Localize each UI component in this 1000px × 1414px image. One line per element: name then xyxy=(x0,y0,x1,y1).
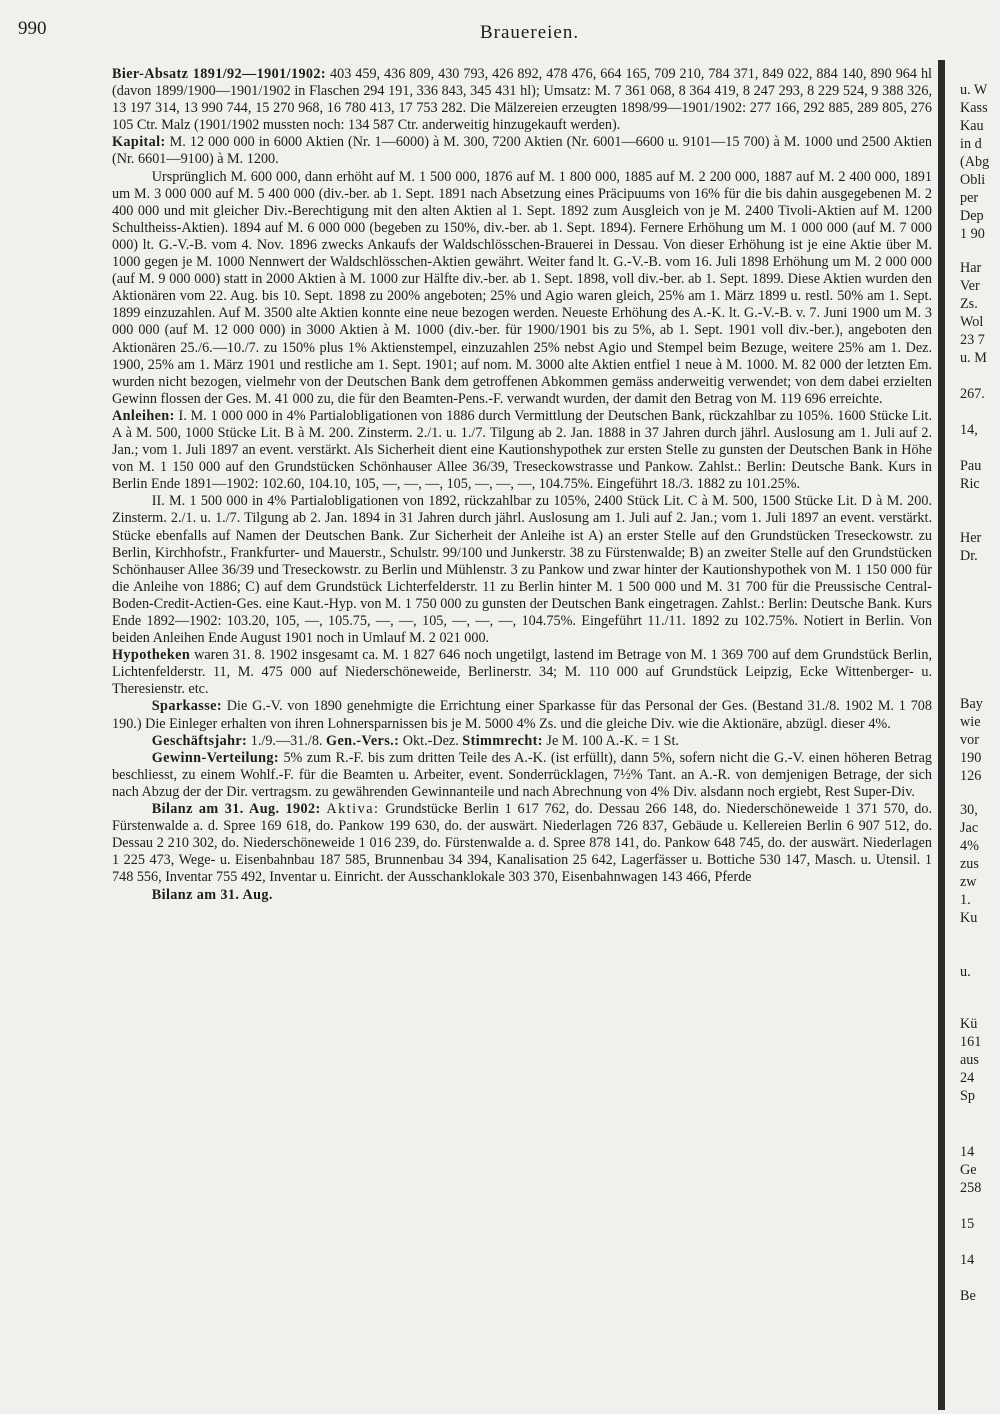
geschaeftsjahr-paragraph xyxy=(112,733,932,750)
main-column xyxy=(112,66,932,1406)
running-head: Brauereien. xyxy=(480,22,580,43)
side-line: u. xyxy=(960,964,971,980)
kapital-paragraph xyxy=(112,134,932,168)
side-line: Jac xyxy=(960,820,979,836)
side-line: 4% xyxy=(960,838,979,854)
side-line: Sp xyxy=(960,1088,975,1104)
side-line: zw xyxy=(960,874,977,890)
column-divider xyxy=(938,60,945,1410)
page-number: 990 xyxy=(18,18,47,39)
gewinn-verteilung-text: 5% zum R.-F. bis zum dritten Teile des A.-K. (ist erfüllt), dann 5%, sofern nicht die G.-V. einen höheren Betrag beschliesst, zu einem Wohlf.-F. für die Beamten u. Arbeiter, event. Sonderrücklagen, 7½% Tant. an A.-R. von demjenigen Betrage, der sich nach Abzug der der Dir. vertragsm. zu gewährenden Gewinnanteile und nach Abrechnung von 4% Div. alsdann noch ergiebt, Rest Super-Div. xyxy=(112,749,932,800)
kapital-history-paragraph: Ursprünglich M. 600 000, dann erhöht auf M. 1 500 000, 1876 auf M. 1 800 000, 1885 auf M. 2 200 000, 1887 auf M. 2 400 000, 1891 um M. 3 000 000 auf M. 5 400 000 (div.-ber. ab 1. Sept. 1891 nach Absetzung eines Präcipuums von 16% für die bis dahin ausgegebenen M. 2 400 000 und mit gleicher Div.-Berechtigung mit den alten Aktien al 1. Sept. 1892 zum Ausgleich von je M. 2400 Tivoli-Aktien auf M. 1200 Schultheiss-Aktien). 1894 auf M. 6 000 000 (begeben zu 150%, div.-ber. ab 1. Sept. 1894). Fernere Erhöhung um M. 1 000 000 (auf M. 7 000 000) lt. G.-V.-B. vom 4. Nov. 1896 zwecks Ankaufs der Waldschlösschen-Brauerei in Dessau. Von dieser Erhöhung ist je eine Aktie über M. 1000 gegen je M. 1000 Nennwert der Waldschlösschen-Aktien gewährt. Weiter fand lt. G.-V.-B. vom 16. Juli 1898 Erhöhung um M. 2 000 000 (auf M. 9 000 000) statt in 2000 Aktien à M. 1000 zur Hälfte div.-ber. ab 1. Sept. 1898, voll div.-ber. ab 1. Sept. 1899. Diese Aktien wurden den Aktionären vom 22. Aug. bis 10. Sept. 1898 zu 200% angeboten; 25% und Agio waren gleich, 25% am 1. März 1899 u. restl. 50% am 1. Sept. 1899 einzuzahlen. Auf M. 3500 alte Aktien konnte eine neue bezogen werden. Neueste Erhöhung des A.-K. lt. G.-V.-B. v. 7. Juni 1900 um M. 3 000 000 (auf M. 12 000 000) in 3000 Aktien à M. 1000 (div.-ber. für 1900/1901 bis zu 5%, ab 1. Sept. 1901 voll div.-ber.), angeboten den Aktionären 25./6.—10./7. zu 150% plus 1% Aktienstempel, einzuzahlen 25% nebst Agio und Stempel beim Bezuge, weitere 25% am 1. Dez. 1900, 25% am 1. März 1901 und restliche am 1. Sept. 1901; auf nom. M. 3000 alte Aktien entfiel 1 neue à M. 1000. M. 82 000 der letzten Em. wurden nicht bezogen, vielmehr von der Deutschen Bank dem getroffenen Abkommen gemäss anderweitig verwendet; von dem dabei erzielten Gewinn flossen der Ges. M. 41 000 zu, die für den Beamten-Pens.-F. verwandt wurden, der damit den Betrag von M. 119 696 erreichte. xyxy=(112,168,932,407)
side-line: Dr. xyxy=(960,548,978,564)
stimmrecht-heading: Stimmrecht: xyxy=(462,732,543,749)
bilanz-heading: Bilanz am 31. Aug. 1902: xyxy=(151,801,321,818)
side-line: 14 xyxy=(960,1144,975,1160)
side-line: Dep xyxy=(960,208,984,224)
geschaeftsjahr-heading: Geschäftsjahr: xyxy=(151,732,248,749)
side-line: (Abg xyxy=(960,154,990,170)
side-column-fragment xyxy=(958,60,1000,1414)
side-line: Ge xyxy=(960,1162,977,1178)
gewinn-verteilung-paragraph xyxy=(112,750,932,801)
side-line: aus xyxy=(960,1052,979,1068)
geschaeftsjahr-text: 1./9.—31./8. xyxy=(247,732,327,749)
side-line: 1 90 xyxy=(960,226,985,242)
side-line: u. M xyxy=(960,350,987,366)
side-line: Bay xyxy=(960,696,983,712)
sparkasse-heading: Sparkasse: xyxy=(151,698,222,715)
side-line: 126 xyxy=(960,768,982,784)
side-line: Wol xyxy=(960,314,984,330)
aktiva-label: Aktiva: xyxy=(326,801,380,818)
side-line: Kass xyxy=(960,100,988,116)
bier-absatz-heading: Bier-Absatz 1891/92—1901/1902: xyxy=(112,66,327,82)
side-line: 23 7 xyxy=(960,332,985,348)
hypotheken-heading: Hypotheken xyxy=(112,647,191,664)
side-line: 161 xyxy=(960,1034,982,1050)
side-line: Ku xyxy=(960,910,978,926)
side-line: 258 xyxy=(960,1180,982,1196)
side-line: 30, xyxy=(960,802,978,818)
bier-absatz-text: 403 459, 436 809, 430 793, 426 892, 478 476, 664 165, 709 210, 784 371, 849 022, 884 140, 890 964 hl (davon 1899/1900—1901/1902 in Flaschen 294 191, 336 843, 345 431 hl); Umsatz: M. 7 361 068, 8 364 419, 8 247 293, 8 229 524, 9 388 326, 13 197 314, 13 990 744, 15 270 968, 16 780 413, 17 753 282. Die Mälzereien erzeugten 1898/99—1901/1902: 277 166, 292 885, 289 805, 276 105 Ctr. Malz (1901/1902 mussten noch: 134 587 Ctr. anderweitig hinzugekauft werden). xyxy=(112,66,932,134)
side-line: u. W xyxy=(960,82,988,98)
anleihen-text: I. M. 1 000 000 in 4% Partialobligationen von 1886 durch Vermittlung der Deutschen Bank, rückzahlbar zu 105%. 1600 Stücke Lit. A à M. 500, 1000 Stücke Lit. B à M. 200. Zinsterm. 2./1. u. 1./7. Tilgung ab 2. Jan. 1888 in 37 Jahren durch jährl. Auslosung am 1. Juli auf 2. Jan.; vom 1. Juli 1897 an event. verstärkt. Als Sicherheit dient eine Kautionshypothek zur ersten Stelle zu gunsten der Deutschen Bank in Höhe von M. 1 150 000 auf den Grundstücken Schönhauser Allee 36/39, Treseckowstrasse und Pankow. Zahlst.: Berlin: Deutsche Bank. Kurs in Berlin Ende 1891—1902: 102.60, 104.10, 105, —, —, —, 105, —, —, —, 104.75%. Eingeführt 18./3. 1882 zu 101.25%. xyxy=(112,407,932,493)
bilanz-text: Grundstücke Berlin 1 617 762, do. Dessau 266 148, do. Niederschöneweide 1 371 570, do. Fürstenwalde a. d. Spree 169 618, do. Pankow 199 630, do. der auswärt. Niederlagen 726 837, Gebäude u. Kellereien Berlin 6 907 512, do. Dessau 2 210 302, do. Niederschöneweide 1 016 239, do. Fürstenwalde a. d. Spree 878 141, do. Pankow 648 745, do. der auswärt. Niederlagen 1 225 473, Wege- u. Eisenbahnbau 187 585, Brunnenbau 34 394, Kanalisation 25 642, Lagerfässer u. Bottiche 530 147, Masch. u. Utensil. 1 748 556, Inventar 755 492, Inventar u. Einricht. der Ausschanklokale 303 370, Eisenbahnwagen 143 466, Pferde xyxy=(112,801,932,886)
gen-vers-text: Okt.-Dez. xyxy=(399,732,463,749)
hypotheken-text: waren 31. 8. 1902 insgesamt ca. M. 1 827 646 noch ungetilgt, lastend im Betrage von M. 1 369 700 auf dem Grundstück Berlin, Lichtenfelderstr. 11, M. 475 000 auf Niederschöneweide, Berlinerstr. 34; M. 110 000 auf Grundstück Leipzig, Ecke Wittenberger- u. Theresienstr. etc. xyxy=(112,647,932,698)
side-line: 24 xyxy=(960,1070,975,1086)
kapital-heading: Kapital: xyxy=(112,134,166,151)
bilanz-paragraph xyxy=(112,801,932,886)
side-line: Her xyxy=(960,530,982,546)
side-line: 1. xyxy=(960,892,971,908)
side-line: Zs. xyxy=(960,296,978,312)
side-line: Kau xyxy=(960,118,984,134)
side-line: wie xyxy=(960,714,981,730)
side-line: vor xyxy=(960,732,979,748)
hypotheken-paragraph xyxy=(112,647,932,698)
side-line: 15 xyxy=(960,1216,975,1232)
side-line: Ric xyxy=(960,476,980,492)
stimmrecht-text: Je M. 100 A.-K. = 1 St. xyxy=(542,732,679,749)
sparkasse-paragraph xyxy=(112,698,932,732)
gewinn-verteilung-heading: Gewinn-Verteilung: xyxy=(151,749,280,766)
side-line: zus xyxy=(960,856,979,872)
gen-vers-heading: Gen.-Vers.: xyxy=(326,732,400,749)
anleihen-heading: Anleihen: xyxy=(112,407,175,424)
bilanz-last-heading: Bilanz am 31. Aug. xyxy=(151,886,273,903)
side-line: Pau xyxy=(960,458,982,474)
anleihen-second-paragraph: II. M. 1 500 000 in 4% Partialobligationen von 1892, rückzahlbar zu 105%, 2400 Stück Lit. C à M. 500, 1500 Stücke Lit. D à M. 200. Zinsterm. 2./1. u. 1./7. Tilgung ab 2. Jan. 1894 in 31 Jahren durch jährl. Auslosung am 1. Juli auf 2. Jan.; vom 1. Juli 1897 an event. verstärkt. Stücke ebenfalls auf Namen der Deutschen Bank. Zur Sicherheit der Anleihe ist A) an erster Stelle auf den Grundstücken Treseckowstr. zu Berlin, Kirchhofstr., Frankfurter- und Mauerstr., Schulstr. 99/100 und Junkerstr. 38 zu Fürstenwalde; B) an zweiter Stelle auf den Grundstücken Schönhauser Allee 36/39 und Treseckowstr. zu Berlin und Mühlenstr. 3 zu Pankow und zwar hinter der Kautionshypothek von M. 1 150 000 für die Anleihe von 1886; C) auf dem Grundstück Lichterfelderstr. 11 zu Berlin hinter M. 1 500 000 und M. 31 700 für die Preussische Central-Boden-Credit-Actien-Ges. eine Kaut.-Hyp. von M. 1 750 000 zu gunsten der Deutschen Bank eingetragen. Zahlst.: Berlin: Deutsche Bank. Kurs Ende 1892—1902: 103.20, 105, —, 105.75, —, —, 105, —, —, —, 104.75%. Eingeführt 11./11. 1892 zu 102.75%. Notiert in Berlin. Von beiden Anleihen Ende August 1901 noch in Umlauf M. 2 021 000. xyxy=(112,493,932,647)
side-line: 190 xyxy=(960,750,982,766)
side-line: per xyxy=(960,190,979,206)
side-line: 14, xyxy=(960,422,978,438)
side-line: Obli xyxy=(960,172,986,188)
side-line: in d xyxy=(960,136,982,152)
bier-absatz-paragraph xyxy=(112,66,932,134)
kapital-text: M. 12 000 000 in 6000 Aktien (Nr. 1—6000) à M. 300, 7200 Aktien (Nr. 6001—6600 u. 9101—15 700) à M. 1000 und 2500 Aktien (Nr. 6601—9100) à M. 1200. xyxy=(112,134,932,168)
side-line: 267. xyxy=(960,386,985,402)
anleihen-paragraph xyxy=(112,408,932,493)
side-line: Be xyxy=(960,1288,976,1304)
side-line: Kü xyxy=(960,1016,978,1032)
page-header xyxy=(0,18,1000,48)
side-line: Ver xyxy=(960,278,980,294)
sparkasse-text: Die G.-V. von 1890 genehmigte die Errichtung einer Sparkasse für das Personal der Ges. (Bestand 31./8. 1902 M. 1 708 190.) Die Einleger erhalten von ihren Lohnersparnissen bis je M. 5000 4% Zs. und die gleiche Div. wie die Aktionäre, abzügl. dieser 4%. xyxy=(112,698,932,732)
side-line: Har xyxy=(960,260,982,276)
bilanz-last-line xyxy=(112,887,932,904)
side-line: 14 xyxy=(960,1252,975,1268)
